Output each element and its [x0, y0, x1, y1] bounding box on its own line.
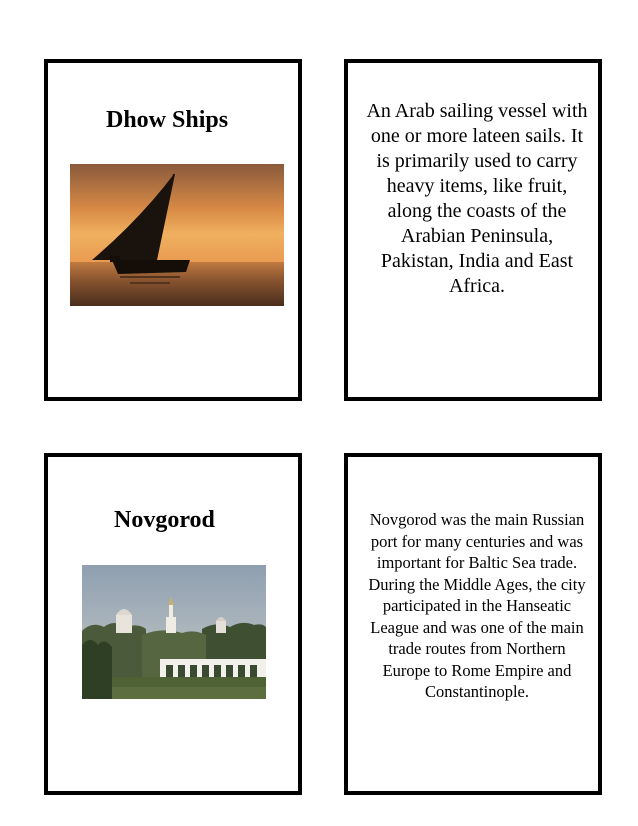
dhow-sunset-photo: [70, 164, 284, 306]
term-title: Novgorod: [114, 507, 215, 533]
dhow-sunset-image: [70, 164, 284, 306]
novgorod-city-photo: [82, 565, 266, 699]
flashcard-dhow-term: [44, 59, 302, 401]
flashcard-novgorod-definition: [344, 453, 602, 795]
flashcard-novgorod-term: [44, 453, 302, 795]
definition-text: Novgorod was the main Russian port for many centuries and was important for Baltic Sea trade. During the Middle Ages, the city participated in the Hanseatic League and was one of the main trade routes from Northern Europe to Rome Empire and Constantinople.: [368, 510, 586, 701]
term-title: Dhow Ships: [106, 107, 229, 133]
flashcard-dhow-definition: [344, 59, 602, 401]
novgorod-city-image: [82, 565, 266, 699]
definition-text: An Arab sailing vessel with one or more lateen sails. It is primarily used to carry heavy items, like fruit, along the coasts of the Arabian Peninsula, Pakistan, India and East Africa.: [366, 100, 588, 297]
